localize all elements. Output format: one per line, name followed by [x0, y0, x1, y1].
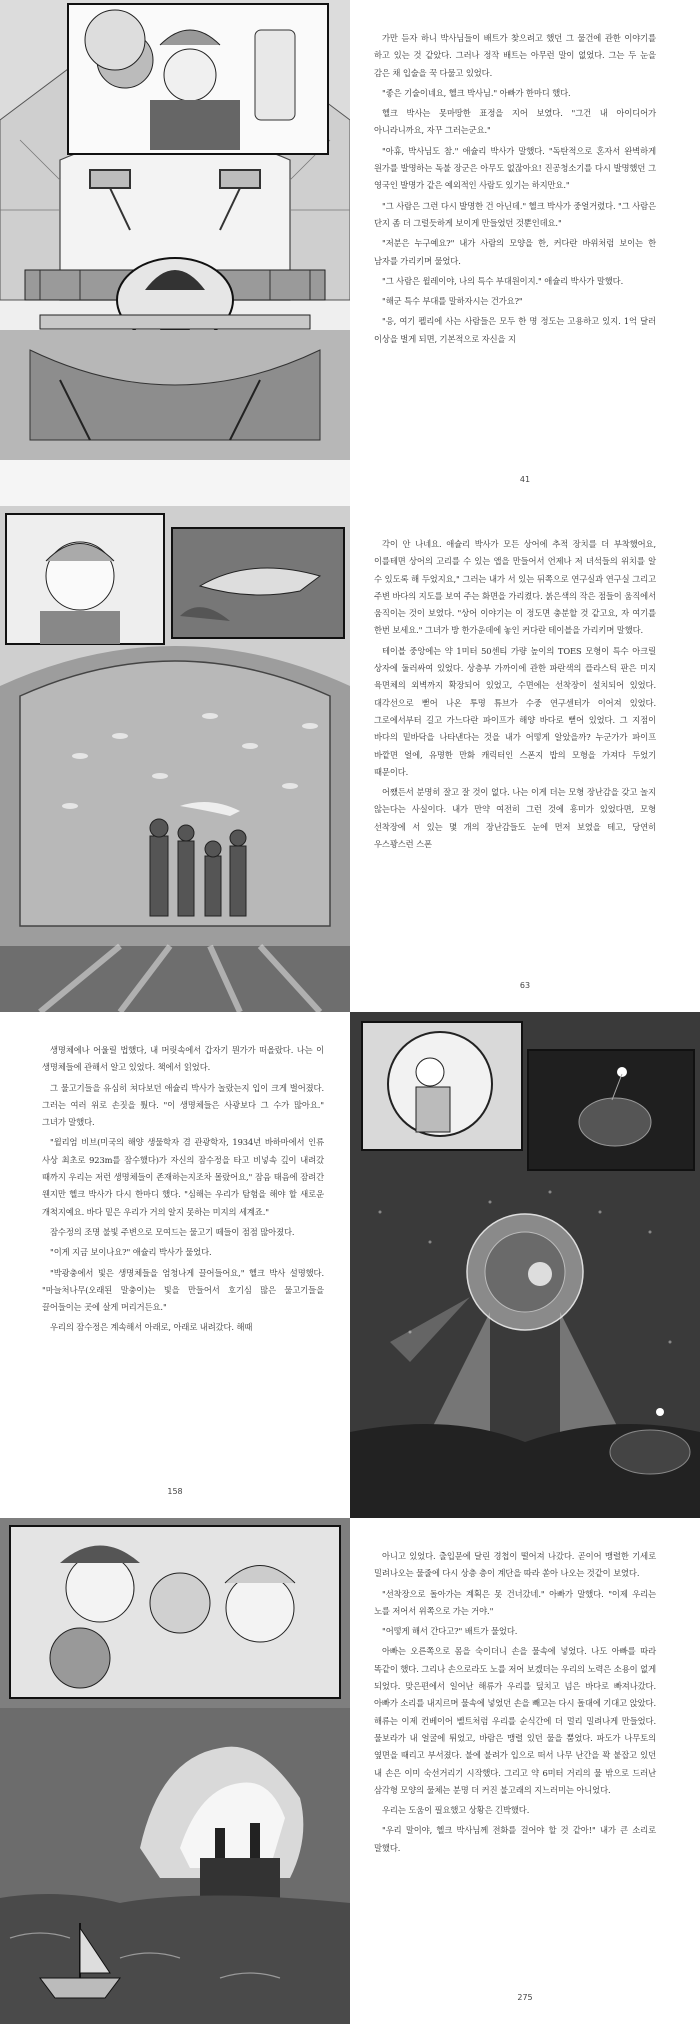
book-page-left	[0, 1012, 350, 1518]
paragraph: 아니고 있었다. 출입문에 달린 경첩이 떨어져 나갔다. 곧이어 맹렬한 기세로 밀려나오는 물줄에 다시 상층 층이 계단을 따라 쏟아 나오는 것같이 보였다.	[374, 1551, 656, 1579]
book-spread-2	[0, 506, 700, 1012]
page-number: 275	[517, 1993, 533, 2002]
paragraph: 헬크 박사는 못마땅한 표정을 지어 보였다. "그건 내 아이디어가 아니라니까요, 자꾸 그러는군요."	[374, 108, 656, 136]
book-spread-1	[0, 0, 700, 506]
paragraph: "이게 지금 보이나요?" 애슐리 박사가 물었다.	[50, 1247, 212, 1258]
page-number: 158	[167, 1487, 183, 1496]
paragraph: "우리 말이야, 헬크 박사님께 전화를 걸어야 할 것 같아!" 내가 큰 소리로 말했다.	[374, 1825, 656, 1853]
page-number: 41	[519, 475, 531, 484]
paragraph: "그 사람은 윌레이야, 나의 특수 부대원이지." 애슐리 박사가 말했다.	[382, 275, 624, 286]
book-spread-4	[0, 1518, 700, 2024]
paragraph: "윌리엄 비브(미국의 해양 생물학자 겸 관광학자, 1934년 바하마에서 인류 사상 최초로 923m를 잠수했다)가 자신의 잠수정을 타고 비넣속 깊이 내려갔 때까지 우리는 저런 생명체들이 존재하는지조차 몰랐어요," 잠음 태음에 잠려간 웬지만 헬크 박사가 다시 한마디 했다. "심해는 우리가 탐험을 해야 할 새로운 개척지예요. 바다 밑은 우리가 거의 알지 못하는 미지의 세계죠."	[42, 1137, 324, 1217]
paragraph: "좋은 기술이네요, 헬크 박사님." 아빠가 한마디 했다.	[382, 87, 571, 98]
paragraph: "선착장으로 돌아가는 계획은 못 건너갔네." 아빠가 말했다. "이제 우리는 노를 저어서 위쪽으로 가는 거야."	[374, 1588, 656, 1616]
paragraph: 테이블 중앙에는 약 1미터 50센티 가량 높이의 TOES 모형이 특수 아크릴 상자에 둘러싸여 있었다. 상층부 가까이에 관한 파란색의 플라스틱 판은 미지 육면체의 외벽까지 확장되어 있었고, 수면에는 선착장이 설치되어 있었다. 대각선으로 뻗어 나온 투명 튜브가 수중 연구센터가 이어져 있었다. 그로에서부터 길고 가느다란 파이프가 해양 바다로 뻗어 있었다. 그 지점이 바다의 밑바닥을 나타낸다는 것을 내가 어떻게 알았을까? 누군가가 파이프 바깥면 얼에, 유명한 만화 캐릭터인 스폰지 밥의 모형을 가져다 두었기 때문이다.	[374, 645, 656, 777]
paragraph: "해군 특수 부대를 말하자시는 건가요?"	[382, 296, 523, 307]
deep-sea-submersible-illustration	[350, 1012, 700, 1518]
paragraph: 그 물고기들을 유심히 쳐다보던 애슐리 박사가 놀랐는지 입이 크게 벌어졌다. 그러는 여러 위로 손짓을 퉜다. "이 생명체들은 사광보다 그 수가 많아요." 그녀가 말했다.	[42, 1082, 324, 1128]
paragraph: 잠수정의 조명 불빛 주변으로 모여드는 물고기 떼들이 점점 많아졌다.	[50, 1226, 295, 1237]
paragraph: "저분은 누구예요?" 내가 사람의 모양을 한, 커다란 바위처럼 보이는 한 남자를 가리키며 물었다.	[374, 238, 656, 266]
paragraph: "아휴, 박사님도 참." 애슐리 박사가 말했다. "독탄적으로 혼자서 완벽하게 원가를 발명하는 독불 장군은 아무도 없잖아요! 진공청소기를 다시 발명했던 그 영국인 발명가 같은 예외적인 사람도 있기는 하지만요."	[374, 145, 656, 191]
aquarium-tank-illustration	[0, 506, 350, 1012]
paragraph: 아빠는 오른쪽으로 몸을 숙이더니 손을 물속에 넣었다. 나도 아빠를 따라 똑같이 했다. 그리나 손으로라도 노를 저어 보겠더는 우리의 노력은 소용이 없게 되었다. 맞은편에서 일어난 해류가 우리를 덮치고 넘은 바다로 빠져나갔다. 아빠가 소리를 내지르며 물속에 넣었던 손을 빼고는 다시 돌대에 기대고 앉았다. 해류는 이제 컨베이어 벨트처럼 우리를 순식간에 더 멀리 밀려나게 만들었다. 물보라가 내 얼굴에 튀었고, 바람은 맹렬 있던 물을 뿜었다. 파도가 나무토의 옆면을 때리고 부서졌다. 불에 불려가 입으로 떠서 나무 난간을 꽉 붙잡고 있던 내 손은 이미 숙선거리기 시작했다. 그리고 약 6미터 거리의 물 밖으로 드러난 삼각형 모양의 물체는 분명 더 커진 불고래의 지느러미는 아니었다.	[374, 1646, 656, 1795]
paragraph: 각이 안 나네요. 애슐리 박사가 모든 상어에 추적 장치를 더 부착했어요, 이를테면 상어의 고리를 수 있는 앱을 만들어서 언제나 저 녀석들의 위치를 알 수 있도록 해 두었지요," 그러는 내가 서 있는 뒤쪽으로 연구실과 연구실 그리고 주변 바다의 지도를 보여 주는 화면을 가리켰다. 붉은색의 작은 점들이 움직에서 움직이는 것이 보였다. "상어 이야기는 이 정도면 충분할 것 같고요, 자 여기를 한번 보세요." 그녀가 방 한가운데에 놓인 커다란 테이블을 가리키며 말했다.	[374, 539, 656, 636]
paragraph: "응, 여기 펠리에 사는 사람들은 모두 한 명 정도는 고용하고 있지. 1억 달러 이상을 벌게 되면, 기본적으로 자신을 지	[374, 316, 656, 344]
book-spread-3	[0, 1012, 700, 1518]
paragraph: 가만 듣자 하니 박사님들이 배트가 찾으려고 했던 그 물건에 관한 이야기를 하고 있는 것 같았다. 그러나 정작 배트는 아무런 말이 없었다. 그는 두 눈을 감은 채 입술을 꾹 다물고 있었다.	[374, 33, 656, 78]
paragraph: "그 사람은 그런 다시 발명한 건 아닌데." 헬크 박사가 중얼거렸다. "그 사람은 단지 좀 더 그럴듯하게 보이게 만들었던 것뿐인데요."	[374, 200, 656, 228]
paragraph: "어떻게 해서 간다고?" 배트가 물었다.	[382, 1626, 518, 1637]
page-number: 63	[519, 981, 531, 990]
paragraph: 우리의 잠수정은 계속해서 아래로, 아래로 내려갔다. 해때	[50, 1322, 253, 1333]
book-page-right	[350, 1518, 700, 2024]
paragraph: "박광충에서 빛은 생명체들을 엄청나게 끌어들어요," 헬크 박사 설명했다. "마늘처나무(오래된 말충이)는 빛을 만들어서 호기심 많은 물고기들을 끌어들이는 곳에 살게 머리거든요."	[42, 1267, 324, 1313]
submarine-dock-illustration	[0, 0, 350, 506]
book-page-right	[350, 0, 700, 506]
storm-boat-explosion-illustration	[0, 1518, 350, 2024]
paragraph: 우리는 도움이 필요했고 상황은 긴박했다.	[382, 1805, 530, 1816]
book-page-right	[350, 506, 700, 1012]
paragraph: 생명체에나 어울릴 법했다, 내 머릿속에서 갑자기 뭔가가 떠올랐다. 나는 이 생명체들에 관해서 알고 있었다. 책에서 읽었다.	[42, 1045, 324, 1073]
paragraph: 어쨌든서 분명히 잘고 잘 것이 없다. 나는 이게 더는 모형 장난감을 갖고 놀지 않는다는 사실이다. 내가 만약 여전히 그런 것에 흥미가 있었다면, 모형 선착장에 서 있는 몇 개의 장난감들도 눈에 먼저 보였을 테고, 당연히 우스꽝스런 스폰	[374, 787, 656, 850]
